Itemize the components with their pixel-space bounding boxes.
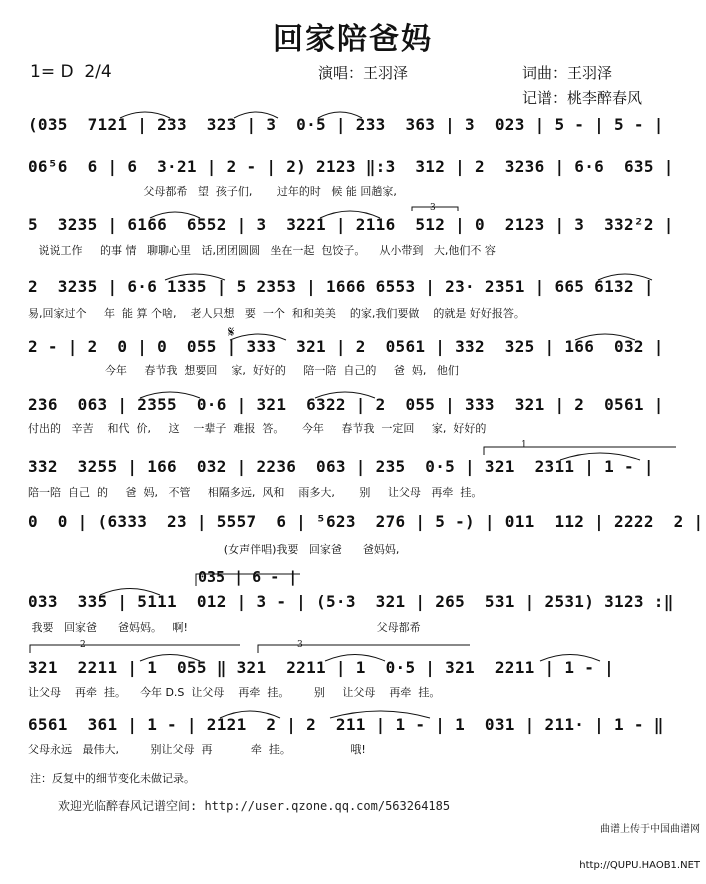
footnote: 注：反复中的细节变化未做记录。 bbox=[30, 772, 195, 785]
key-signature: 1= D 2/4 bbox=[30, 62, 112, 82]
lyrics-line-11: 父母永远 最伟大, 别让父母 再 牵 挂。 哦! bbox=[28, 743, 366, 756]
score-system-3: 5 3235 | 6166 6552 | 3 3221 | 2116 512 | 0 2123 | 3 332²2 | bbox=[28, 215, 674, 234]
score-system-6: 236 063 | 2355 0·6 | 321 6322 | 2 055 | 333 321 | 2 0561 | bbox=[28, 395, 664, 414]
volta-1-number: 1 bbox=[521, 440, 527, 450]
volta-1-bracket bbox=[484, 447, 676, 455]
score-system-4: 2 3235 | 6·6 1335 | 5 2353 | 1666 6553 | 23· 2351 | 665 6132 | bbox=[28, 277, 654, 296]
volta-3-bracket bbox=[258, 645, 470, 653]
triplet-number: 3 bbox=[430, 203, 436, 213]
lyrics-line-7: 陪一陪 自己 的 爸 妈, 不管 相隔多远, 风和 雨多大, 别 让父母 再牵 挂。 bbox=[28, 486, 483, 499]
score-system-5: 2 - | 2 0 | 0 055 | 333 321 | 2 0561 | 332 325 | 166 032 | bbox=[28, 337, 664, 356]
volta-2-bracket bbox=[30, 645, 240, 653]
score-system-9: 033 335 | 5111 012 | 3 - | (5·3 321 | 265 531 | 2531) 3123 :‖ bbox=[28, 592, 674, 611]
lyrics-line-6: 付出的 辛苦 和代 价, 这 一辈子 难报 答。 今年 春节我 一定回 家, 好好的 bbox=[28, 422, 487, 435]
lyrics-line-8: (女声伴唱)我要 回家爸 爸妈妈, bbox=[28, 543, 400, 556]
footer-credit: 欢迎光临醉春风记谱空间: http://user.qzone.qq.com/563264185 bbox=[58, 799, 451, 813]
lyrics-line-9: 我要 回家爸 爸妈妈。 啊! 父母都希 bbox=[28, 621, 421, 634]
singer-credit: 演唱：王羽泽 bbox=[318, 64, 409, 82]
score-system-7: 332 3255 | 166 032 | 2236 063 | 235 0·5 | 321 2311 | 1 - | bbox=[28, 457, 654, 476]
lyrics-line-2: 父母都希 望 孩子们, 过年的时 候 能 回趟家, bbox=[28, 185, 397, 198]
score-system-11: 6561 361 | 1 - | 2121 2 | 2 211 | 1 - | 1 031 | 211· | 1 - ‖ bbox=[28, 715, 664, 734]
transcriber-credit: 记谱：桃李醉春风 bbox=[522, 89, 643, 107]
lyrics-line-4: 易,回家过个 年 能 算 个啥, 老人只想 要 一个 和和美美 的家,我们要做 的就是 好好报答。 bbox=[28, 307, 525, 320]
lyrics-line-10: 让父母 再牵 挂。 今年 D.S 让父母 再牵 挂。 别 让父母 再牵 挂。 bbox=[28, 686, 441, 699]
score-system-1: (035 7121 | 233 323 | 3 0·5 | 233 363 | 3 023 | 5 - | 5 - | bbox=[28, 115, 664, 134]
segno-sign: 𝄋 bbox=[228, 323, 235, 341]
volta-upper-staff: 035 | 6 - | bbox=[198, 568, 298, 586]
lyrics-line-5: 今年 春节我 想要回 家, 好好的 陪一陪 自己的 爸 妈, 他们 bbox=[28, 364, 459, 377]
score-system-10: 321 2211 | 1 055 ‖ 321 2211 | 1 0·5 | 321 2211 | 1 - | bbox=[28, 658, 615, 677]
volta-2-number: 2 bbox=[80, 640, 86, 650]
stamp-line-1: 曲谱上传于中国曲谱网 bbox=[600, 824, 700, 835]
volta-3-number: 3 bbox=[297, 640, 303, 650]
watermark-stamp bbox=[579, 800, 700, 884]
stamp-line-2: http://QUPU.HAOB1.NET bbox=[579, 860, 700, 871]
score-system-8: 0 0 | (6333 23 | 5557 6 | ⁵623 276 | 5 -) | 011 112 | 2222 2 | bbox=[28, 512, 704, 531]
song-title: 回家陪爸妈 bbox=[273, 22, 433, 57]
composer-credit: 词曲：王羽泽 bbox=[522, 64, 613, 82]
lyrics-line-3: 说说工作 的事 情 聊聊心里 话,团团圆圆 坐在一起 包饺子。 从小带到 大,他们不 容 bbox=[28, 244, 496, 257]
score-system-2: 06⁵6 6 | 6 3·21 | 2 - | 2) 2123 ‖:3 312 | 2 3236 | 6·6 635 | bbox=[28, 157, 674, 176]
